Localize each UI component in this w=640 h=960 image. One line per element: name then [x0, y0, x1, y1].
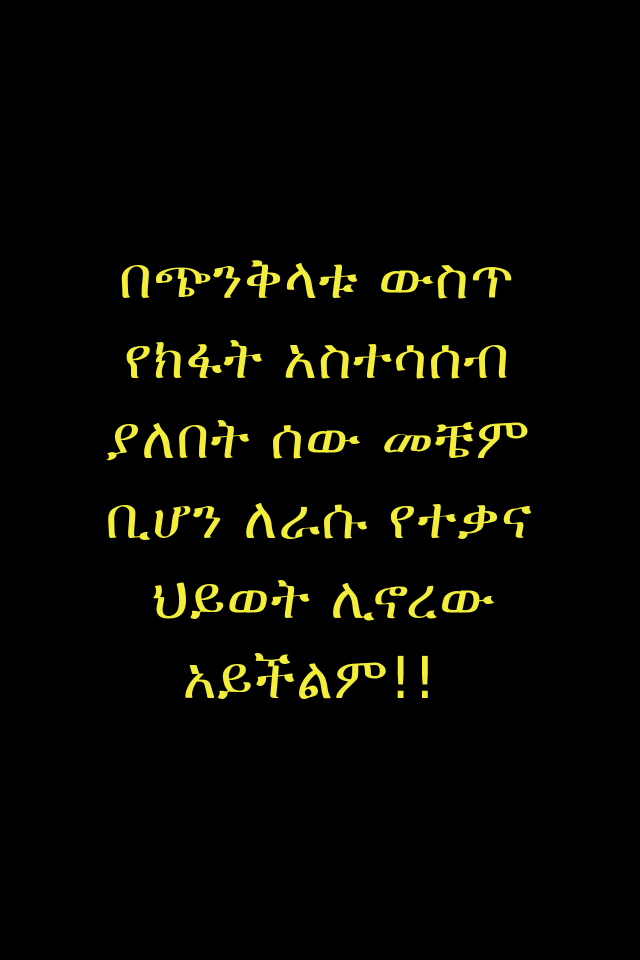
quote-line-2: የክፋት አስተሳሰብ — [123, 324, 511, 392]
quote-line-6: አይችልም!! — [182, 644, 438, 712]
quote-line-5: ህይወት ሊኖረው — [152, 564, 496, 632]
quote-line-3: ያለበት ሰው መቼም — [105, 404, 531, 472]
quote-text-block — [0, 238, 640, 718]
quote-line-4: ቢሆን ለራሱ የተቃና — [105, 484, 533, 552]
quote-line-1: በጭንቅላቱ ውስጥ — [118, 244, 516, 312]
